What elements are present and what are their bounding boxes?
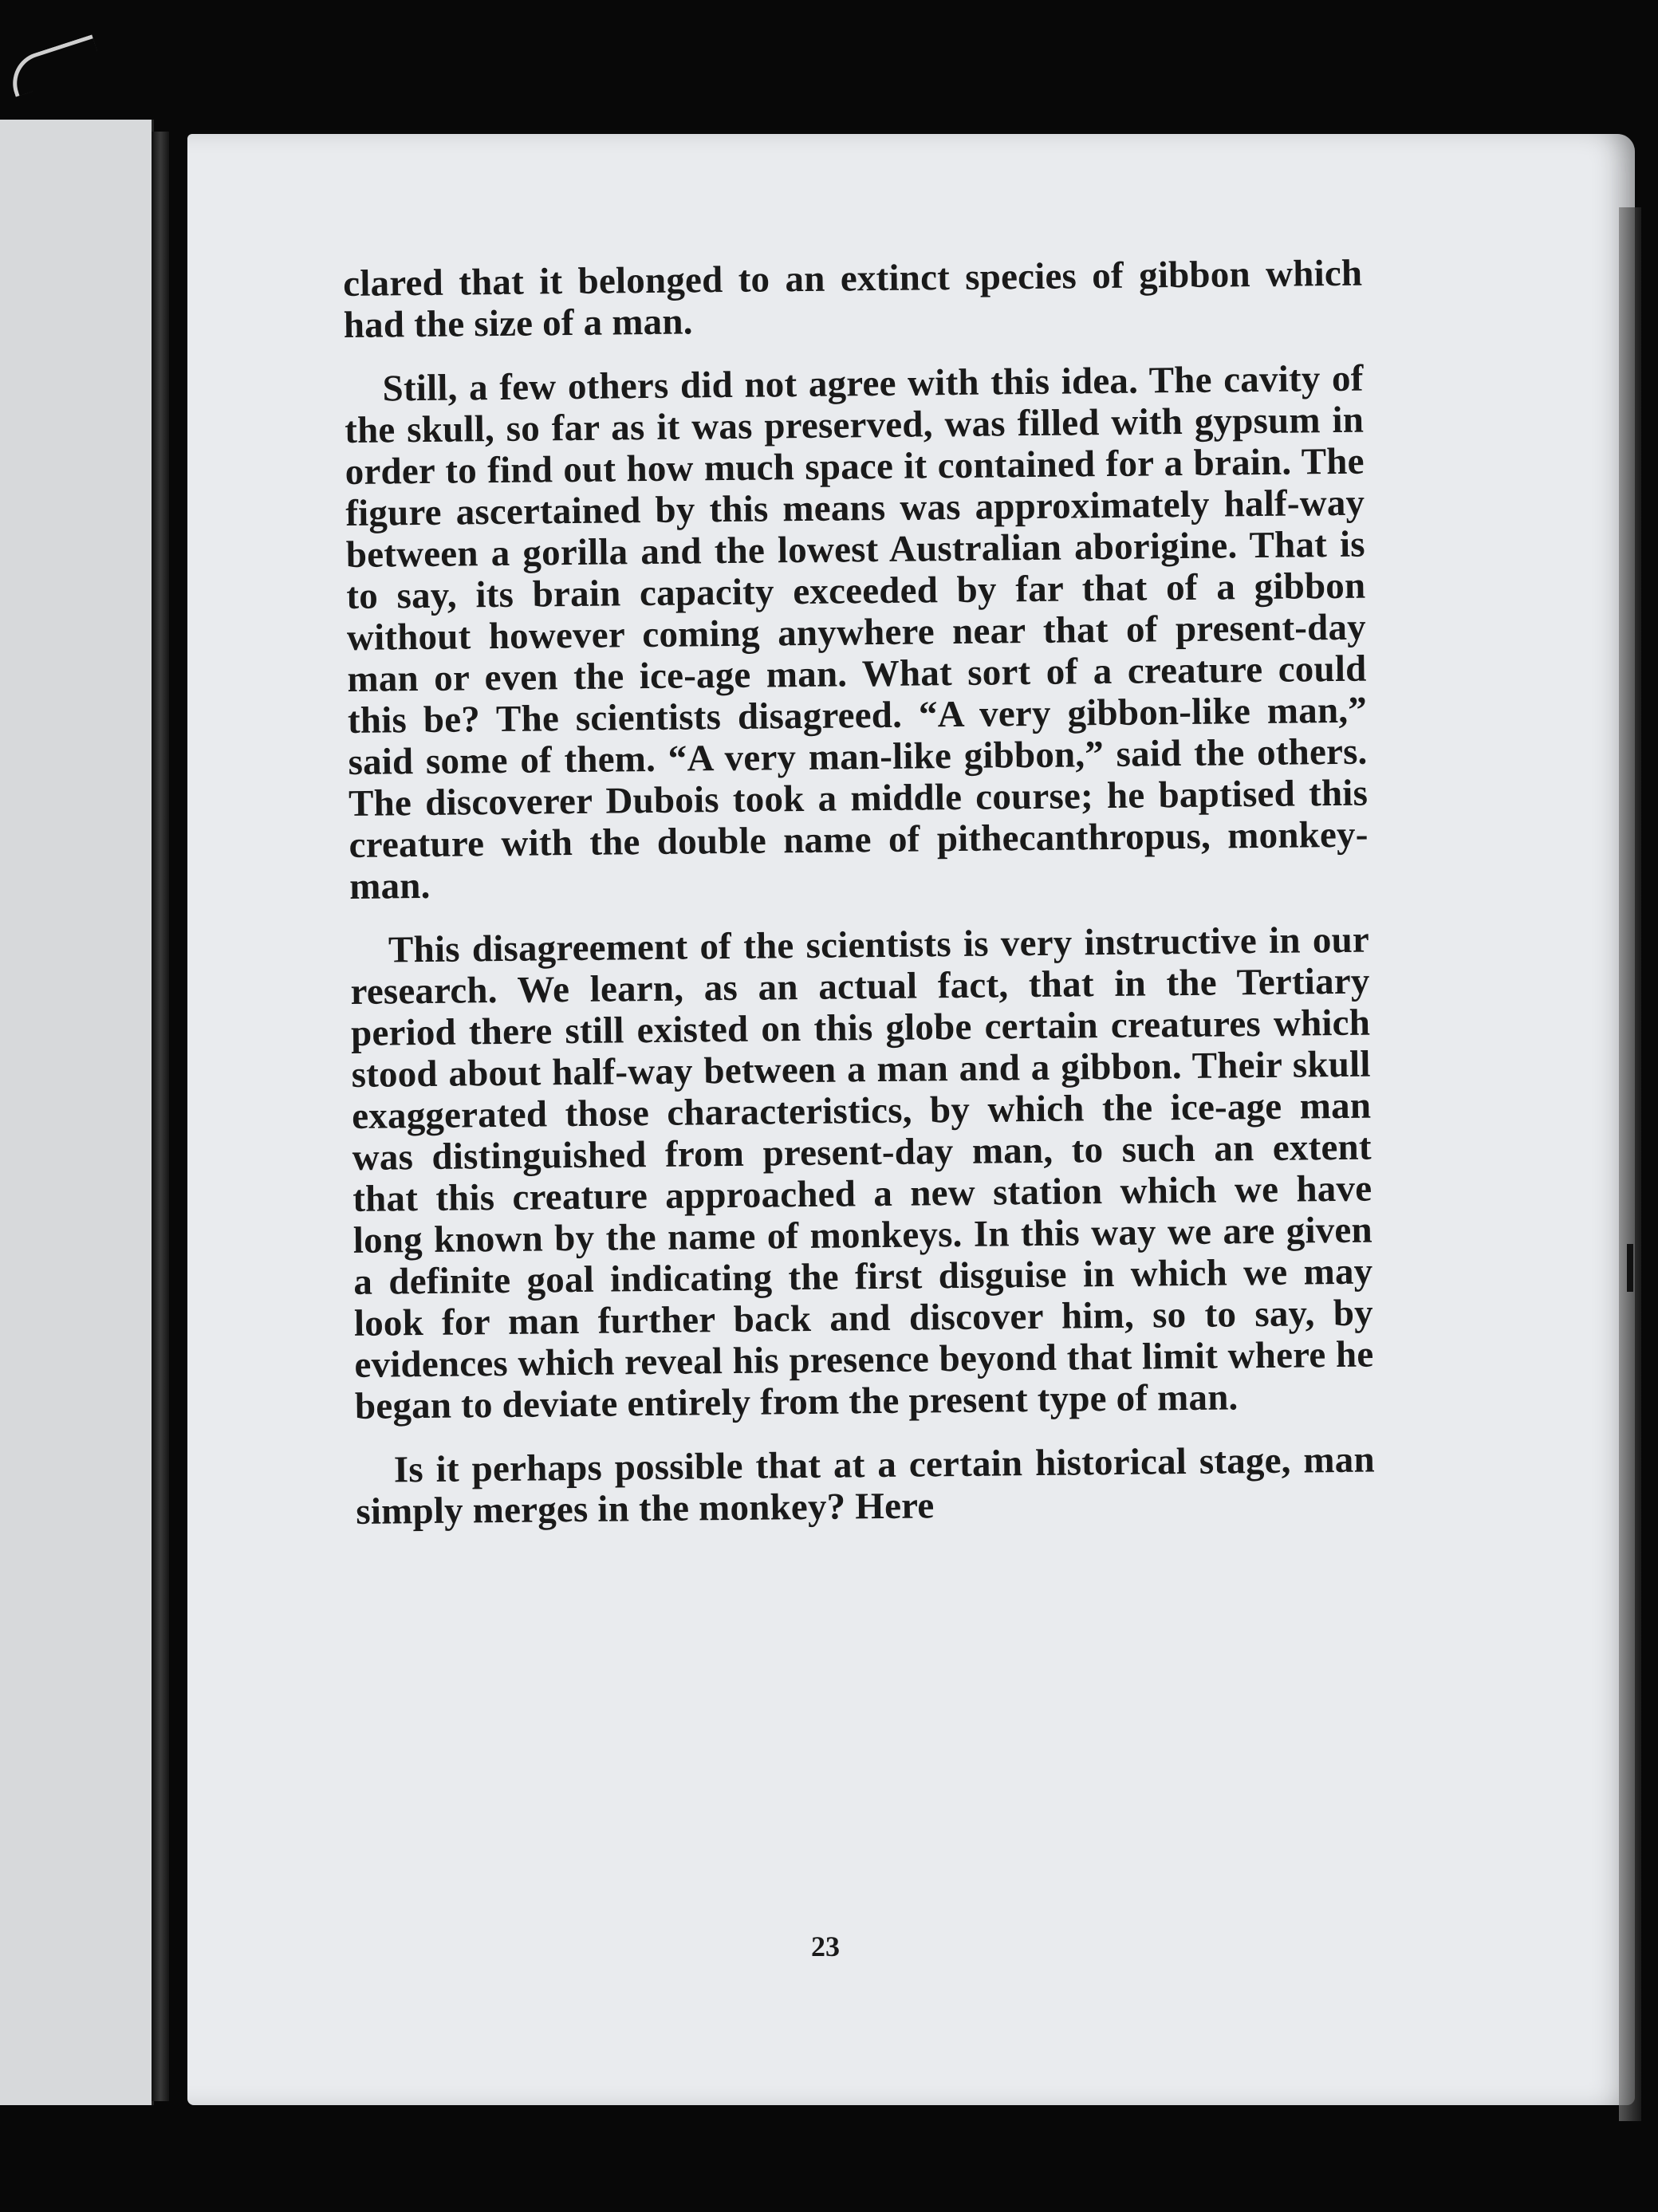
book-spine [152, 132, 169, 2101]
page-body-text [343, 253, 1376, 1555]
margin-mark [1627, 1244, 1633, 1292]
page-corner-mark [5, 34, 103, 96]
left-page [0, 120, 154, 2105]
paragraph-3: This disagreement of the scientists is very instructive in our research. We learn, as an actual fact, that in the Tertiary period there still existed on this globe certain creatures which stood about half-way between a man and a gibbon. Their skull exaggerated those characteristics, by which the ice-age man was distinguished from present-day man, to such an extent that this creature approached a new station which we have long known by the name of monkeys. In this way we are given a definite goal indicating the first disguise in which we may look for man further back and discover him, so to say, by evidences which reveal his presence beyond that limit where he began to deviate entirely from the present type of man. [350, 919, 1374, 1427]
paragraph-2: Still, a few others did not agree with this idea. The cavity of the skull, so far as it was preserved, was filled with gypsum in order to find out how much space it contained for a brain. The figure ascertained by this means was approximately half-way between a gorilla and the lowest Australian aborigine. That is to say, its brain capacity exceeded by far that of a gibbon without however coming anywhere near that of present-day man or even the ice-age man. What sort of a creature could this be? The scientists disagreed. “A very gibbon-like man,” said some of them. “A very man-like gibbon,” said the others. The discoverer Dubois took a middle course; he baptised this creature with the double name of pithecanthropus, monkey-man. [344, 357, 1369, 907]
page-edge-shadow [1619, 207, 1641, 2121]
paragraph-4: Is it perhaps possible that at a certain historical stage, man simply merges in the monkey? Here [356, 1439, 1376, 1533]
paragraph-1: clared that it belonged to an extinct species of gibbon which had the size of a man. [343, 252, 1363, 346]
page-number: 23 [811, 1931, 840, 1962]
